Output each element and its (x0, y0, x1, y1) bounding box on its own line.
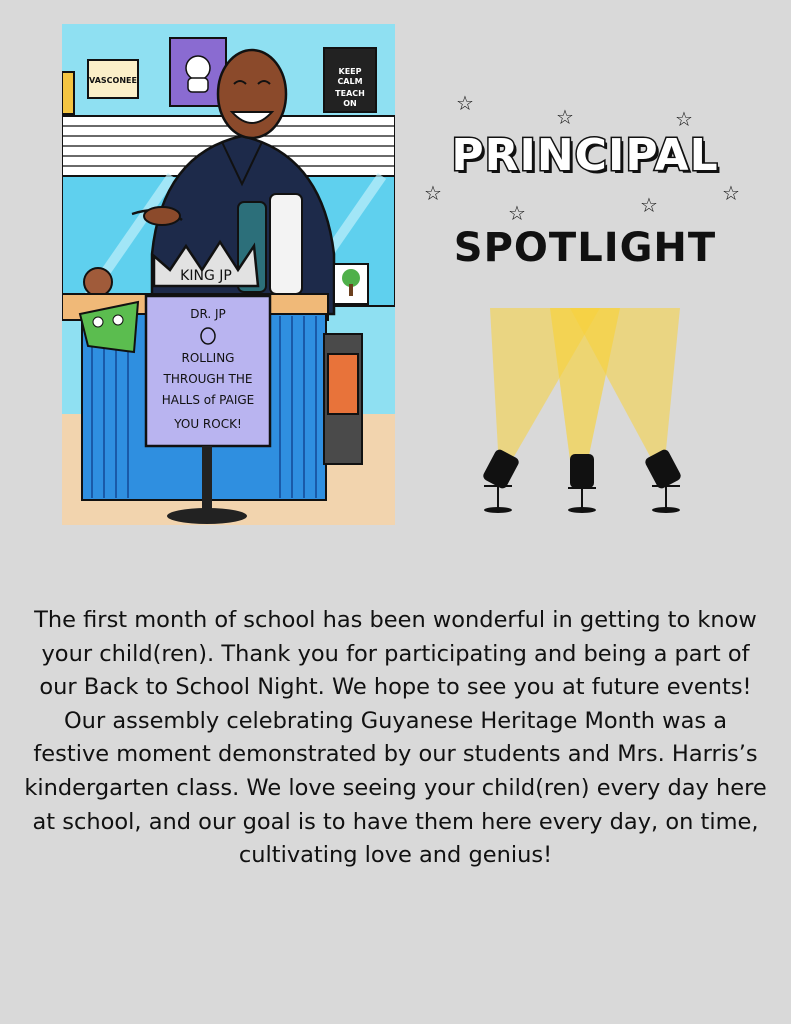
crown-label: KING JP (180, 268, 232, 284)
star-icon: ☆ (456, 91, 474, 115)
page-title-spotlight: SPOTLIGHT (453, 225, 717, 271)
banner-line-5: YOU ROCK! (174, 417, 242, 431)
poster-line-2: CALM (337, 77, 363, 86)
banner-line-1: DR. JP (190, 307, 226, 321)
poster-line-4: ON (343, 99, 357, 108)
vasconee-sign-text: VASCONEE (89, 76, 137, 85)
banner-line-3: THROUGH THE (163, 372, 253, 386)
page-title-principal: PRINCIPAL (451, 130, 719, 181)
poster-line-1: KEEP (338, 67, 362, 76)
banner-line-2: ROLLING (181, 351, 235, 365)
body-paragraph: The first month of school has been wonderful in getting to know your child(ren). Thank you for participating and being a part of our Back to School Night. We hope to see you at future events! Our assembly celebrating Guyanese Heritage Month was a festive moment demonstrated by our students and Mrs. Harris’s kindergarten class. We love seeing your child(ren) every day here at school, and our goal is to have them here every day, on time, cultivating love and genius! (24, 607, 767, 869)
title-block (420, 85, 750, 285)
principal-illustration (62, 24, 395, 525)
spotlight-left-icon (482, 448, 521, 513)
star-icon: ☆ (640, 193, 658, 217)
banner-line-4: HALLS of PAIGE (161, 393, 255, 407)
spotlights-graphic (470, 300, 700, 520)
star-icon: ☆ (675, 107, 693, 131)
star-icon: ☆ (508, 201, 526, 225)
spotlight-right-icon (644, 448, 683, 513)
star-icon: ☆ (722, 181, 740, 205)
poster-line-3: TEACH (335, 89, 365, 98)
star-icon: ☆ (556, 105, 574, 129)
spotlight-center-icon (568, 454, 596, 513)
star-icon: ☆ (424, 181, 442, 205)
